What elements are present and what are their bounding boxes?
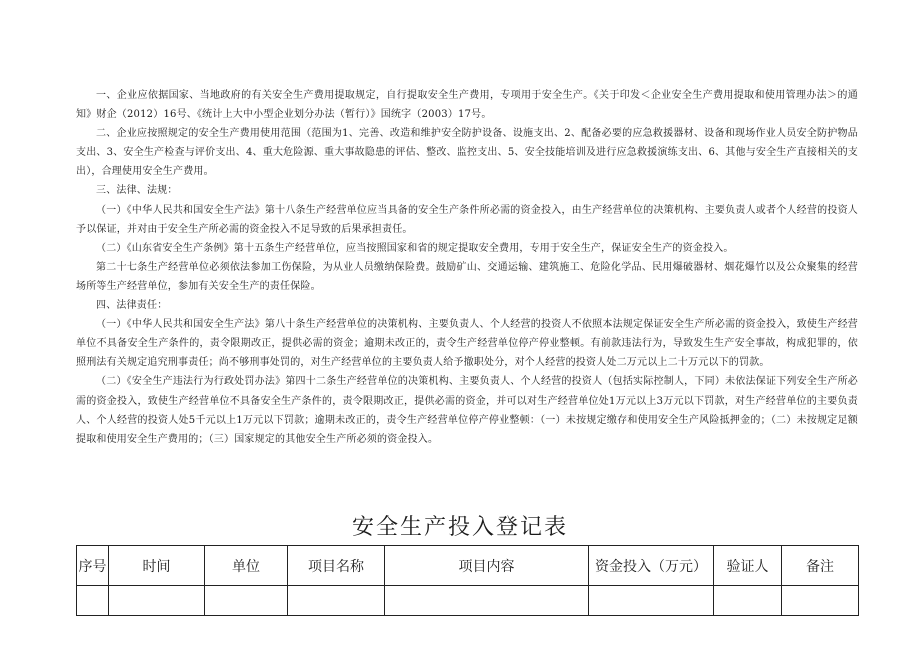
header-time: 时间 [109, 546, 205, 586]
paragraph-2: 二、企业应按照规定的安全生产费用使用范围（范围为1、完善、改造和维护安全防护设备、设施支出、2、配备必要的应急救援器材、设备和现场作业人员安全防护物品支出、3、安全生产检查与评价支出、4、重大危险源、重大事故隐患的评估、整改、监控支出、5、安全技能培训及进行应急救援演练支出、6、其他与安全生产直接相关的支出），合理使用安全生产费用。 [76, 128, 858, 178]
header-verifier: 验证人 [714, 546, 782, 586]
header-project-name: 项目名称 [288, 546, 385, 586]
paragraph-1: 一、企业应依据国家、当地政府的有关安全生产费用提取规定，自行提取安全生产费用，专项用于安全生产。《关于印发＜企业安全生产费用提取和使用管理办法＞的通知》财企（2012）16号、《统计上大中小型企业划分办法（暂行）》国统字（2003）17号。 [76, 90, 858, 121]
form-title: 安全生产投入登记表 [351, 515, 568, 540]
paragraph-liability-1: （一）《中华人民共和国安全生产法》第八十条生产经营单位的决策机构、主要负责人、个人经营的投资人不依照本法规定保证安全生产所必需的资金投入，致使生产经营单位不具备安全生产条件的，责令限期改正，提供必需的资金；逾期未改正的，责令生产经营单位停产停业整顿。有前款违法行为，导致发生生产安全事故，构成犯罪的，依照刑法有关规定追究刑事责任；尚不够刑事处罚的，对生产经营单位的主要负责人给予撤职处分，对个人经营的投资人处二万元以上二十万元以下的罚款。 [76, 319, 858, 369]
cell-project-name [288, 586, 385, 616]
header-remarks: 备注 [782, 546, 859, 586]
register-table [76, 545, 859, 616]
section-heading-liability: 四、法律责任： [96, 300, 168, 312]
cell-time [109, 586, 205, 616]
cell-funding [589, 586, 714, 616]
header-funding: 资金投入（万元） [589, 546, 714, 586]
table-header-row [77, 546, 859, 586]
paragraph-law-2: （二）《山东省安全生产条例》第十五条生产经营单位，应当按照国家和省的规定提取安全费用，专用于安全生产，保证安全生产的资金投入。 [96, 242, 734, 254]
cell-unit [205, 586, 288, 616]
paragraph-liability-2: （二）《安全生产违法行为行政处罚办法》第四十二条生产经营单位的决策机构、主要负责人、个人经营的投资人（包括实际控制人，下同）未依法保证下列安全生产所必需的资金投入，致使生产经营单位不具备安全生产条件的，责令限期改正，提供必需的资金，并可以对生产经营单位处1万元以上3万元以下罚款，对生产经营单位的主要负责人、个人经营的投资人处5千元以上1万元以下罚款；逾期未改正的，责令生产经营单位停产停业整顿：（一）未按规定缴存和使用安全生产风险抵押金的；（二）未按规定足额提取和使用安全生产费用的；（三）国家规定的其他安全生产所必须的资金投入。 [76, 376, 858, 445]
header-project-content: 项目内容 [385, 546, 589, 586]
paragraph-law-3: 第二十七条生产经营单位必须依法参加工伤保险，为从业人员缴纳保险费。鼓励矿山、交通运输、建筑施工、危险化学品、民用爆破器材、烟花爆竹以及公众聚集的经营场所等生产经营单位，参加有关安全生产的责任保险。 [76, 261, 858, 292]
paragraph-law-1: （一）《中华人民共和国安全生产法》第十八条生产经营单位应当具备的安全生产条件所必需的资金投入，由生产经营单位的决策机构、主要负责人或者个人经营的投资人予以保证，并对由于安全生产所必需的资金投入不足导致的后果承担责任。 [76, 204, 858, 235]
cell-serial-number [77, 586, 109, 616]
cell-remarks [782, 586, 859, 616]
table-row [77, 586, 859, 616]
cell-verifier [714, 586, 782, 616]
cell-project-content [385, 586, 589, 616]
section-heading-laws: 三、法律、法规： [96, 185, 178, 197]
header-unit: 单位 [205, 546, 288, 586]
header-serial-number: 序号 [77, 546, 109, 586]
document-body [76, 86, 858, 449]
